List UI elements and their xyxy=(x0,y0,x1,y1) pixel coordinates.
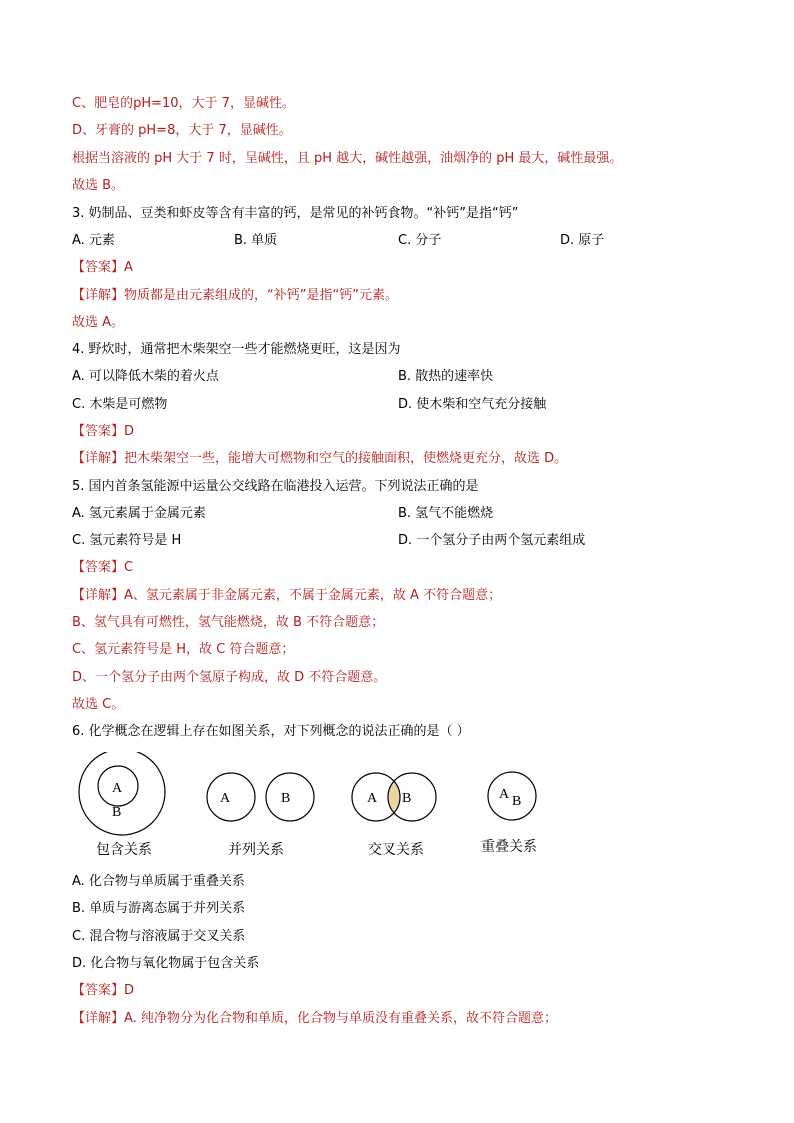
q5-option-c: C. 氢元素符号是 H xyxy=(72,533,182,548)
q5-option-b: B. 氢气不能燃烧 xyxy=(398,506,494,521)
answer-value: C xyxy=(124,560,134,575)
q3-option-b: B. 单质 xyxy=(234,233,278,248)
q4-option-a: A. 可以降低木柴的着火点 xyxy=(72,369,219,384)
label-a: A xyxy=(499,787,510,802)
label-b: B xyxy=(281,791,291,806)
answer-label: 【答案】 xyxy=(72,983,125,998)
caption-intersection: 交叉关系 xyxy=(368,842,424,858)
answer-label: 【答案】 xyxy=(72,260,125,275)
q6-option-a: A. 化合物与单质属于重叠关系 xyxy=(72,874,245,889)
answer-label: 【答案】 xyxy=(72,560,125,575)
circle-a xyxy=(207,773,255,821)
q5-detail-d: D、一个氢分子由两个氢原子构成，故 D 不符合题意。 xyxy=(72,670,387,685)
intersection-diagram xyxy=(352,773,436,821)
question-3-stem: 3. 奶制品、豆类和虾皮等含有丰富的钙，是常见的补钙食物。“补钙”是指“钙” xyxy=(72,206,519,221)
conclusion: 故选 B。 xyxy=(72,178,125,193)
detail-label: 【详解】 xyxy=(72,288,125,303)
q3-option-c: C. 分子 xyxy=(398,233,442,248)
q6-option-d: D. 化合物与氧化物属于包含关系 xyxy=(72,956,260,971)
detail-text: 物质都是由元素组成的，“补钙”是指“钙”元素。 xyxy=(124,288,398,303)
q5-option-d: D. 一个氢分子由两个氢元素组成 xyxy=(398,533,586,548)
q3-conclusion: 故选 A。 xyxy=(72,315,125,330)
q5-answer xyxy=(72,559,133,577)
q6-option-c: C. 混合物与溶液属于交叉关系 xyxy=(72,929,246,944)
q6-detail xyxy=(72,1010,557,1028)
caption-inclusion: 包含关系 xyxy=(96,842,152,858)
q4-answer xyxy=(72,423,134,441)
q3-option-a: A. 元素 xyxy=(72,233,115,248)
parallel-diagram xyxy=(207,773,314,821)
caption-overlap: 重叠关系 xyxy=(481,839,537,855)
explanation-line-c: C、肥皂的pH=10，大于 7，显碱性。 xyxy=(72,96,295,111)
detail-label: 【详解】 xyxy=(72,451,125,466)
detail-label: 【详解】 xyxy=(72,588,125,603)
question-6-stem: 6. 化学概念在逻辑上存在如图关系，对下列概念的说法正确的是（ ） xyxy=(72,724,470,739)
q5-conclusion: 故选 C。 xyxy=(72,697,125,712)
question-4-stem: 4. 野炊时，通常把木柴架空一些才能燃烧更旺，这是因为 xyxy=(72,342,401,357)
q4-detail xyxy=(72,450,567,468)
q3-answer xyxy=(72,259,133,277)
q3-option-d: D. 原子 xyxy=(560,233,605,248)
label-a: A xyxy=(220,791,231,806)
inclusion-diagram xyxy=(79,752,165,835)
detail-text: A、氢元素属于非金属元素，不属于金属元素，故 A 不符合题意； xyxy=(124,588,502,603)
q5-detail-c: C、氢元素符号是 H，故 C 符合题意； xyxy=(72,642,295,657)
q4-option-d: D. 使木柴和空气充分接触 xyxy=(398,397,547,412)
answer-label: 【答案】 xyxy=(72,424,125,439)
question-5-stem: 5. 国内首条氢能源中运量公交线路在临港投入运营。下列说法正确的是 xyxy=(72,479,479,494)
detail-label: 【详解】 xyxy=(72,1011,125,1026)
label-a: A xyxy=(112,781,123,796)
label-b: B xyxy=(112,805,122,820)
q4-option-b: B. 散热的速率快 xyxy=(398,369,494,384)
label-a: A xyxy=(367,791,378,806)
overlap-diagram xyxy=(488,772,536,820)
detail-text: A. 纯净物分为化合物和单质，化合物与单质没有重叠关系，故不符合题意； xyxy=(124,1011,557,1026)
relation-diagrams xyxy=(0,752,794,842)
label-b: B xyxy=(512,794,522,809)
answer-value: D xyxy=(124,424,135,439)
q5-detail-b: B、氢气具有可燃性，氢气能燃烧，故 B 不符合题意； xyxy=(72,615,385,630)
q5-detail xyxy=(72,587,501,605)
q6-answer xyxy=(72,982,134,1000)
label-b: B xyxy=(402,791,412,806)
q5-option-a: A. 氢元素属于金属元素 xyxy=(72,506,206,521)
detail-text: 把木柴架空一些，能增大可燃物和空气的接触面积，使燃烧更充分，故选 D。 xyxy=(124,451,568,466)
caption-parallel: 并列关系 xyxy=(228,842,284,858)
answer-value: D xyxy=(124,983,135,998)
q3-detail xyxy=(72,287,398,305)
answer-value: A xyxy=(124,260,133,275)
explanation-line-d: D、牙膏的 pH=8，大于 7，显碱性。 xyxy=(72,123,292,138)
explanation-summary: 根据当溶液的 pH 大于 7 时，呈碱性，且 pH 越大，碱性越强，油烟净的 pH 最大，碱性最强。 xyxy=(72,151,623,166)
q4-option-c: C. 木柴是可燃物 xyxy=(72,397,168,412)
q6-option-b: B. 单质与游离态属于并列关系 xyxy=(72,901,246,916)
